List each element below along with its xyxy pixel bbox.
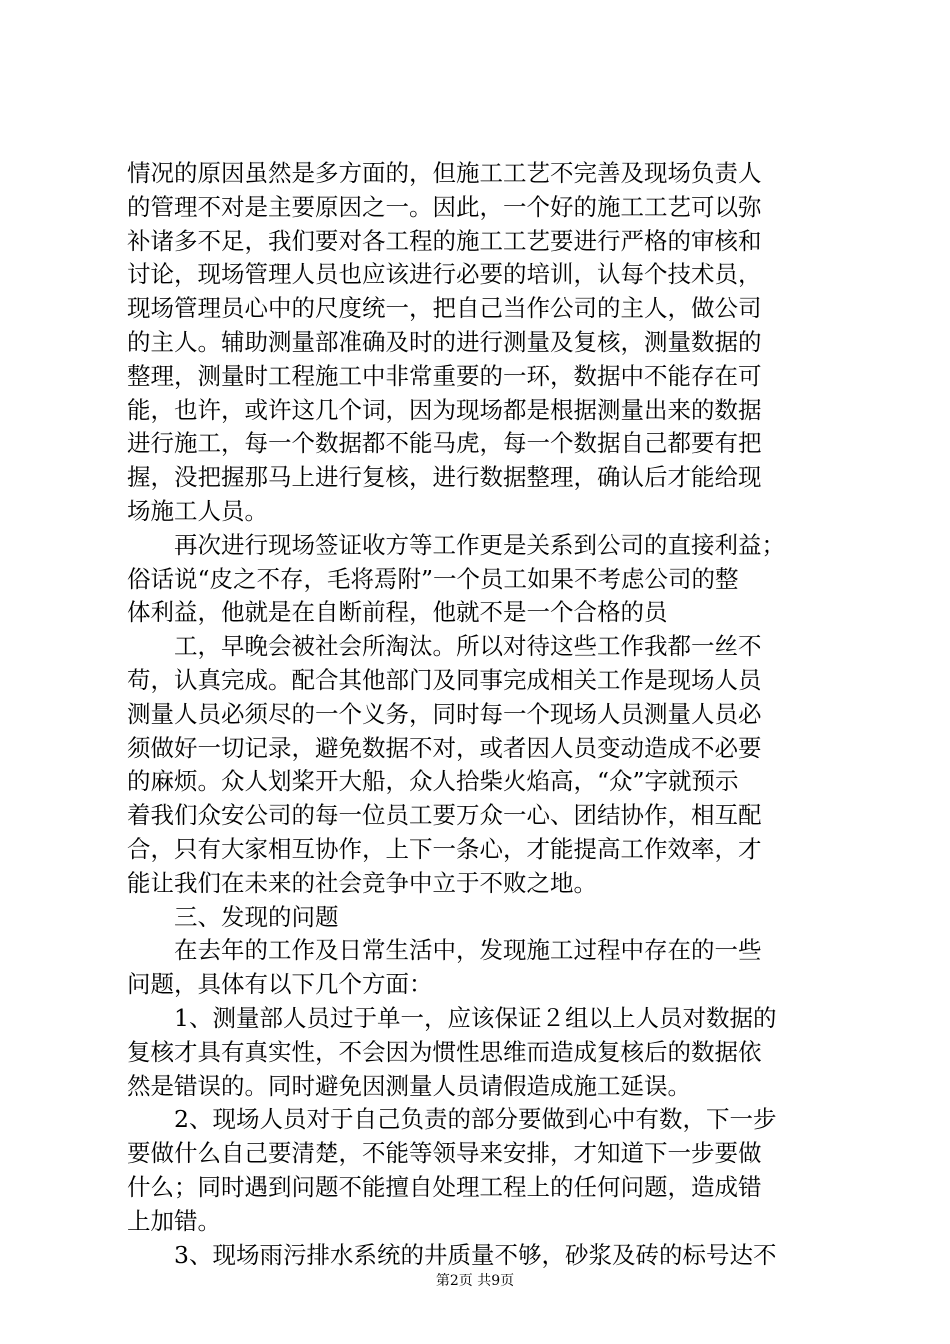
text-line: 俗话说“皮之不存，毛将焉附”一个员工如果不考虑公司的整 (127, 564, 739, 593)
section-heading: 三、发现的问题 (127, 902, 339, 931)
text-line: 握，没把握那马上进行复核，进行数据整理，确认后才能给现 (127, 463, 762, 492)
text-line: 补诸多不足，我们要对各工程的施工工艺要进行严格的审核和 (127, 226, 762, 255)
text-line: 体利益，他就是在自断前程，他就不是一个合格的员 (127, 598, 668, 627)
text-line: 再次进行现场签证收方等工作更是关系到公司的直接利益； (127, 530, 785, 559)
text-line: 的麻烦。众人划桨开大船，众人拾柴火焰高，“众”字就预示 (127, 767, 739, 796)
text-line: 讨论，现场管理人员也应该进行必要的培训，认每个技术员， (127, 260, 762, 289)
text-line: 场施工人员。 (127, 496, 268, 525)
text-line: 现场管理员心中的尺度统一，把自己当作公司的主人，做公司 (127, 294, 762, 323)
body-text (127, 157, 833, 1272)
text-line: 着我们众安公司的每一位员工要万众一心、团结协作，相互配 (127, 801, 762, 830)
text-line: 苟，认真完成。配合其他部门及同事完成相关工作是现场人员 (127, 665, 762, 694)
list-item-line: 然是错误的。同时避免因测量人员请假造成施工延误。 (127, 1071, 691, 1100)
list-item-line: 要做什么自己要清楚，不能等领导来安排，才知道下一步要做 (127, 1139, 762, 1168)
list-item-line: 3、现场雨污排水系统的井质量不够，砂浆及砖的标号达不 (127, 1240, 777, 1269)
text-line: 测量人员必须尽的一个义务，同时每一个现场人员测量人员必 (127, 699, 762, 728)
list-item-line: 复核才具有真实性，不会因为惯性思维而造成复核后的数据依 (127, 1037, 762, 1066)
list-item-line: 什么；同时遇到问题不能擅自处理工程上的任何问题，造成错 (127, 1172, 762, 1201)
list-item-line: 1、测量部人员过于单一，应该保证２组以上人员对数据的 (127, 1003, 777, 1032)
list-item-line: 2、现场人员对于自己负责的部分要做到心中有数，下一步 (127, 1105, 777, 1134)
document-body (127, 157, 833, 1272)
text-line: 须做好一切记录，避免数据不对，或者因人员变动造成不必要 (127, 733, 762, 762)
text-line: 能，也许，或许这几个词，因为现场都是根据测量出来的数据 (127, 395, 762, 424)
text-line: 情况的原因虽然是多方面的，但施工工艺不完善及现场负责人 (127, 159, 762, 187)
text-line: 合，只有大家相互协作，上下一条心，才能提高工作效率，才 (127, 834, 762, 863)
text-line: 的主人。辅助测量部准确及时的进行测量及复核，测量数据的 (127, 327, 762, 356)
page-footer: 第2页 共9页 (435, 1273, 515, 1289)
text-line: 进行施工，每一个数据都不能马虎，每一个数据自己都要有把 (127, 429, 762, 458)
text-line: 的管理不对是主要原因之一。因此，一个好的施工工艺可以弥 (127, 192, 762, 221)
text-line: 能让我们在未来的社会竞争中立于不败之地。 (127, 868, 597, 897)
text-line: 工，早晚会被社会所淘汰。所以对待这些工作我都一丝不 (127, 632, 762, 661)
text-line: 整理，测量时工程施工中非常重要的一环，数据中不能存在可 (127, 361, 762, 390)
text-line: 问题，具体有以下几个方面： (127, 970, 433, 999)
text-line: 在去年的工作及日常生活中，发现施工过程中存在的一些 (127, 936, 762, 965)
list-item-line: 上加错。 (127, 1206, 221, 1235)
